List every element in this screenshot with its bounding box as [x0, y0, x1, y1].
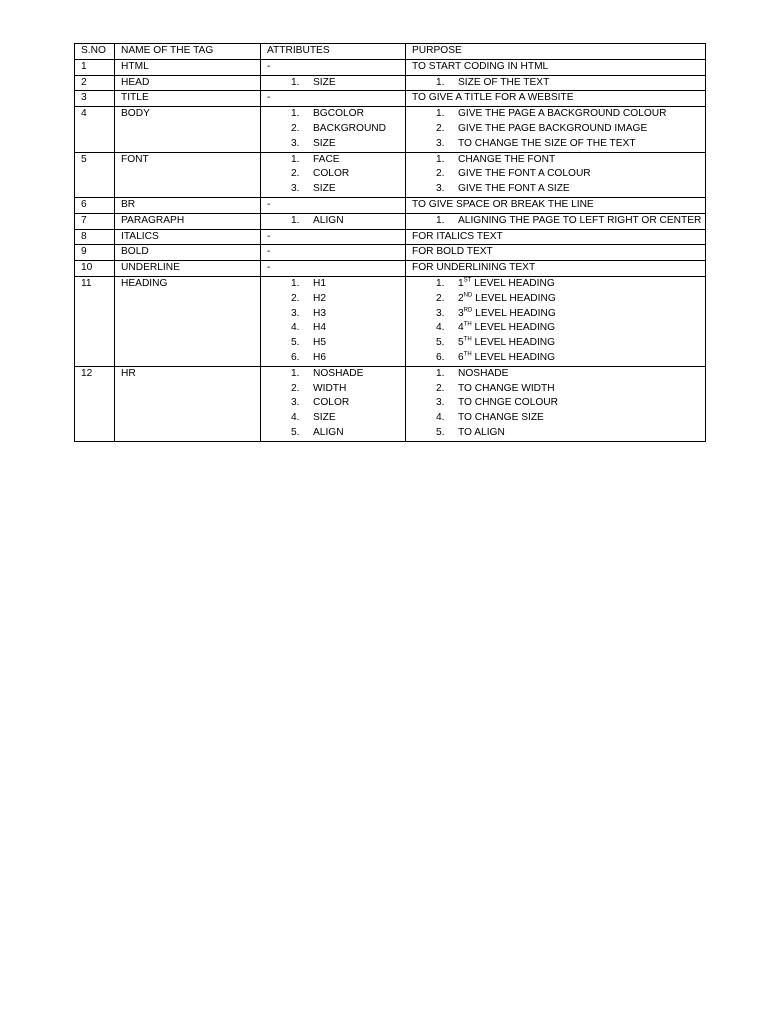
list-item: [436, 167, 705, 182]
list-item-text: H1: [313, 277, 327, 289]
ordinal-suffix: TH: [463, 336, 472, 343]
list-item-text: H2: [313, 292, 327, 304]
cell-sno: 10: [75, 261, 115, 277]
header-sno: S.NO: [75, 44, 115, 60]
cell-purpose: [406, 75, 706, 91]
purpose-list: [412, 214, 705, 229]
cell-tag-name: HEADING: [115, 276, 261, 366]
list-item-text: ALIGN: [313, 426, 344, 438]
attributes-list: [267, 277, 405, 366]
cell-sno: 2: [75, 75, 115, 91]
list-number: 3.: [436, 397, 445, 409]
purpose-list: [412, 107, 705, 151]
table-row: [75, 91, 706, 107]
list-item-text: NOSHADE: [313, 367, 364, 379]
list-item: [291, 411, 405, 426]
list-number: 2.: [436, 122, 445, 134]
list-item: [436, 122, 705, 137]
cell-sno: 9: [75, 245, 115, 261]
list-item-text: [458, 307, 556, 322]
list-item: [291, 137, 405, 152]
list-number: 1.: [436, 367, 445, 379]
list-number: 3.: [291, 307, 300, 319]
cell-tag-name: ITALICS: [115, 229, 261, 245]
table-body: [75, 59, 706, 441]
cell-tag-name: HTML: [115, 59, 261, 75]
list-item: [291, 321, 405, 336]
list-item: [291, 167, 405, 182]
cell-purpose: [406, 213, 706, 229]
list-item-text: FACE: [313, 153, 340, 165]
list-number: 2.: [291, 292, 300, 304]
html-tags-table: [74, 43, 706, 442]
cell-attributes: -: [261, 59, 406, 75]
list-number: 5.: [291, 426, 300, 438]
list-item-text: H5: [313, 337, 327, 349]
cell-attributes: -: [261, 91, 406, 107]
heading-level-label: LEVEL HEADING: [471, 277, 555, 289]
cell-tag-name: BOLD: [115, 245, 261, 261]
list-item: [436, 214, 705, 229]
list-item: [436, 153, 705, 168]
table-row: [75, 107, 706, 152]
list-item-text: TO CHANGE THE SIZE OF THE TEXT: [458, 137, 636, 149]
list-item: [291, 107, 405, 122]
purpose-list: [412, 76, 705, 91]
list-item: [436, 351, 705, 366]
list-item: [436, 396, 705, 411]
cell-sno: 8: [75, 229, 115, 245]
cell-purpose: FOR ITALICS TEXT: [406, 229, 706, 245]
cell-tag-name: HR: [115, 366, 261, 441]
list-item-text: [458, 292, 556, 307]
list-item: [291, 351, 405, 366]
list-item: [291, 396, 405, 411]
cell-purpose: FOR UNDERLINING TEXT: [406, 261, 706, 277]
list-item: [291, 122, 405, 137]
list-item: [291, 277, 405, 292]
purpose-list: [412, 153, 705, 197]
cell-sno: 4: [75, 107, 115, 152]
cell-sno: 12: [75, 366, 115, 441]
list-number: 3.: [291, 137, 300, 149]
list-number: 1.: [291, 153, 300, 165]
list-item: [436, 76, 705, 91]
list-item-text: [458, 277, 555, 292]
table-row: [75, 245, 706, 261]
list-item-text: H3: [313, 307, 327, 319]
list-item-text: TO CHNGE COLOUR: [458, 397, 558, 409]
cell-purpose: TO START CODING IN HTML: [406, 59, 706, 75]
list-item-text: SIZE: [313, 76, 336, 88]
cell-purpose: FOR BOLD TEXT: [406, 245, 706, 261]
list-item-text: H6: [313, 351, 327, 363]
cell-sno: 6: [75, 197, 115, 213]
cell-tag-name: BR: [115, 197, 261, 213]
table-row: [75, 59, 706, 75]
list-item: [291, 292, 405, 307]
list-number: 3.: [436, 183, 445, 195]
cell-attributes: [261, 75, 406, 91]
cell-purpose: [406, 107, 706, 152]
cell-attributes: -: [261, 261, 406, 277]
ordinal-suffix: ND: [463, 292, 473, 299]
table-row: [75, 152, 706, 197]
cell-tag-name: UNDERLINE: [115, 261, 261, 277]
list-item-text: GIVE THE FONT A SIZE: [458, 183, 570, 195]
list-item: [436, 277, 705, 292]
cell-purpose: TO GIVE A TITLE FOR A WEBSITE: [406, 91, 706, 107]
table-row: [75, 213, 706, 229]
list-number: 1.: [291, 108, 300, 120]
list-number: 6.: [436, 351, 445, 363]
list-number: 6.: [291, 351, 300, 363]
heading-level-label: LEVEL HEADING: [471, 351, 556, 363]
list-item-text: COLOR: [313, 397, 350, 409]
list-number: 1.: [436, 214, 445, 226]
list-number: 2.: [291, 382, 300, 394]
list-item-text: SIZE OF THE TEXT: [458, 76, 550, 88]
list-number: 2.: [436, 382, 445, 394]
cell-tag-name: TITLE: [115, 91, 261, 107]
heading-level-label: LEVEL HEADING: [472, 307, 556, 319]
list-item: [436, 307, 705, 322]
list-number: 2.: [291, 122, 300, 134]
list-item: [436, 321, 705, 336]
list-number: 3.: [291, 183, 300, 195]
list-item-text: TO CHANGE SIZE: [458, 412, 544, 424]
heading-level-number: 5: [458, 337, 464, 349]
list-item-text: ALIGN: [313, 214, 344, 226]
list-number: 1.: [436, 277, 445, 289]
cell-purpose: TO GIVE SPACE OR BREAK THE LINE: [406, 197, 706, 213]
list-item-text: [458, 336, 555, 351]
list-number: 4.: [436, 322, 445, 334]
attributes-list: [267, 76, 405, 91]
ordinal-suffix: TH: [463, 321, 472, 328]
header-purpose: PURPOSE: [406, 44, 706, 60]
list-item: [436, 182, 705, 197]
list-item-text: H4: [313, 322, 327, 334]
list-item: [291, 426, 405, 441]
header-row: [75, 44, 706, 60]
list-item-text: TO ALIGN: [458, 426, 505, 438]
list-number: 1.: [436, 153, 445, 165]
cell-attributes: [261, 366, 406, 441]
attributes-list: [267, 153, 405, 197]
cell-tag-name: HEAD: [115, 75, 261, 91]
list-item-text: CHANGE THE FONT: [458, 153, 556, 165]
list-item: [436, 137, 705, 152]
cell-attributes: -: [261, 245, 406, 261]
list-item-text: GIVE THE FONT A COLOUR: [458, 168, 591, 180]
cell-sno: 7: [75, 213, 115, 229]
list-number: 3.: [436, 137, 445, 149]
cell-sno: 1: [75, 59, 115, 75]
list-item-text: ALIGNING THE PAGE TO LEFT RIGHT OR CENTER: [458, 214, 702, 226]
header-attributes: ATTRIBUTES: [261, 44, 406, 60]
heading-level-number: 2: [458, 292, 464, 304]
list-item: [291, 153, 405, 168]
heading-level-label: LEVEL HEADING: [472, 292, 556, 304]
list-number: 1.: [291, 367, 300, 379]
table-row: [75, 229, 706, 245]
list-item-text: COLOR: [313, 168, 350, 180]
table-row: [75, 75, 706, 91]
list-item: [291, 367, 405, 382]
list-number: 3.: [291, 397, 300, 409]
table-row: [75, 261, 706, 277]
attributes-list: [267, 214, 405, 229]
list-item-text: BACKGROUND: [313, 122, 387, 134]
ordinal-suffix: TH: [463, 351, 472, 358]
list-item: [436, 107, 705, 122]
heading-level-number: 6: [458, 351, 464, 363]
list-number: 1.: [436, 76, 445, 88]
list-number: 4.: [291, 322, 300, 334]
list-number: 2.: [436, 168, 445, 180]
cell-sno: 3: [75, 91, 115, 107]
cell-purpose: [406, 276, 706, 366]
list-item-text: SIZE: [313, 137, 336, 149]
list-item-text: SIZE: [313, 412, 336, 424]
list-item: [291, 382, 405, 397]
table-row: [75, 366, 706, 441]
list-item: [291, 214, 405, 229]
purpose-list: [412, 367, 705, 441]
cell-tag-name: FONT: [115, 152, 261, 197]
list-item-text: GIVE THE PAGE A BACKGROUND COLOUR: [458, 108, 667, 120]
table-header: [75, 44, 706, 60]
list-item: [291, 307, 405, 322]
list-item: [436, 382, 705, 397]
list-number: 3.: [436, 307, 445, 319]
heading-level-label: LEVEL HEADING: [471, 337, 556, 349]
list-number: 1.: [291, 214, 300, 226]
list-item: [436, 336, 705, 351]
list-number: 4.: [436, 412, 445, 424]
attributes-list: [267, 107, 405, 151]
cell-purpose: [406, 366, 706, 441]
list-number: 5.: [436, 426, 445, 438]
cell-attributes: [261, 152, 406, 197]
list-number: 1.: [291, 277, 300, 289]
heading-level-number: 1: [458, 277, 464, 289]
list-item-text: BGCOLOR: [313, 108, 364, 120]
list-number: 2.: [291, 168, 300, 180]
list-item: [291, 182, 405, 197]
cell-tag-name: BODY: [115, 107, 261, 152]
list-item-text: SIZE: [313, 183, 336, 195]
cell-tag-name: PARAGRAPH: [115, 213, 261, 229]
purpose-list: [412, 277, 705, 366]
cell-attributes: -: [261, 197, 406, 213]
cell-attributes: [261, 213, 406, 229]
list-number: 1.: [291, 76, 300, 88]
list-number: 5.: [436, 337, 445, 349]
cell-attributes: -: [261, 229, 406, 245]
attributes-list: [267, 367, 405, 441]
list-item: [436, 426, 705, 441]
list-item: [291, 336, 405, 351]
list-item-text: NOSHADE: [458, 367, 509, 379]
heading-level-number: 4: [458, 322, 464, 334]
list-item-text: [458, 351, 555, 366]
table-row: [75, 197, 706, 213]
table-row: [75, 276, 706, 366]
list-item: [436, 292, 705, 307]
list-item-text: [458, 321, 555, 336]
list-item: [291, 76, 405, 91]
list-number: 4.: [291, 412, 300, 424]
cell-purpose: [406, 152, 706, 197]
cell-sno: 11: [75, 276, 115, 366]
cell-attributes: [261, 107, 406, 152]
list-number: 2.: [436, 292, 445, 304]
list-item: [436, 367, 705, 382]
list-item-text: GIVE THE PAGE BACKGROUND IMAGE: [458, 122, 648, 134]
heading-level-number: 3: [458, 307, 464, 319]
list-item: [436, 411, 705, 426]
header-tag-name: NAME OF THE TAG: [115, 44, 261, 60]
list-number: 5.: [291, 337, 300, 349]
list-number: 1.: [436, 108, 445, 120]
ordinal-suffix: ST: [463, 277, 472, 284]
cell-attributes: [261, 276, 406, 366]
cell-sno: 5: [75, 152, 115, 197]
list-item-text: TO CHANGE WIDTH: [458, 382, 555, 394]
heading-level-label: LEVEL HEADING: [471, 322, 556, 334]
list-item-text: WIDTH: [313, 382, 347, 394]
ordinal-suffix: RD: [463, 307, 473, 314]
